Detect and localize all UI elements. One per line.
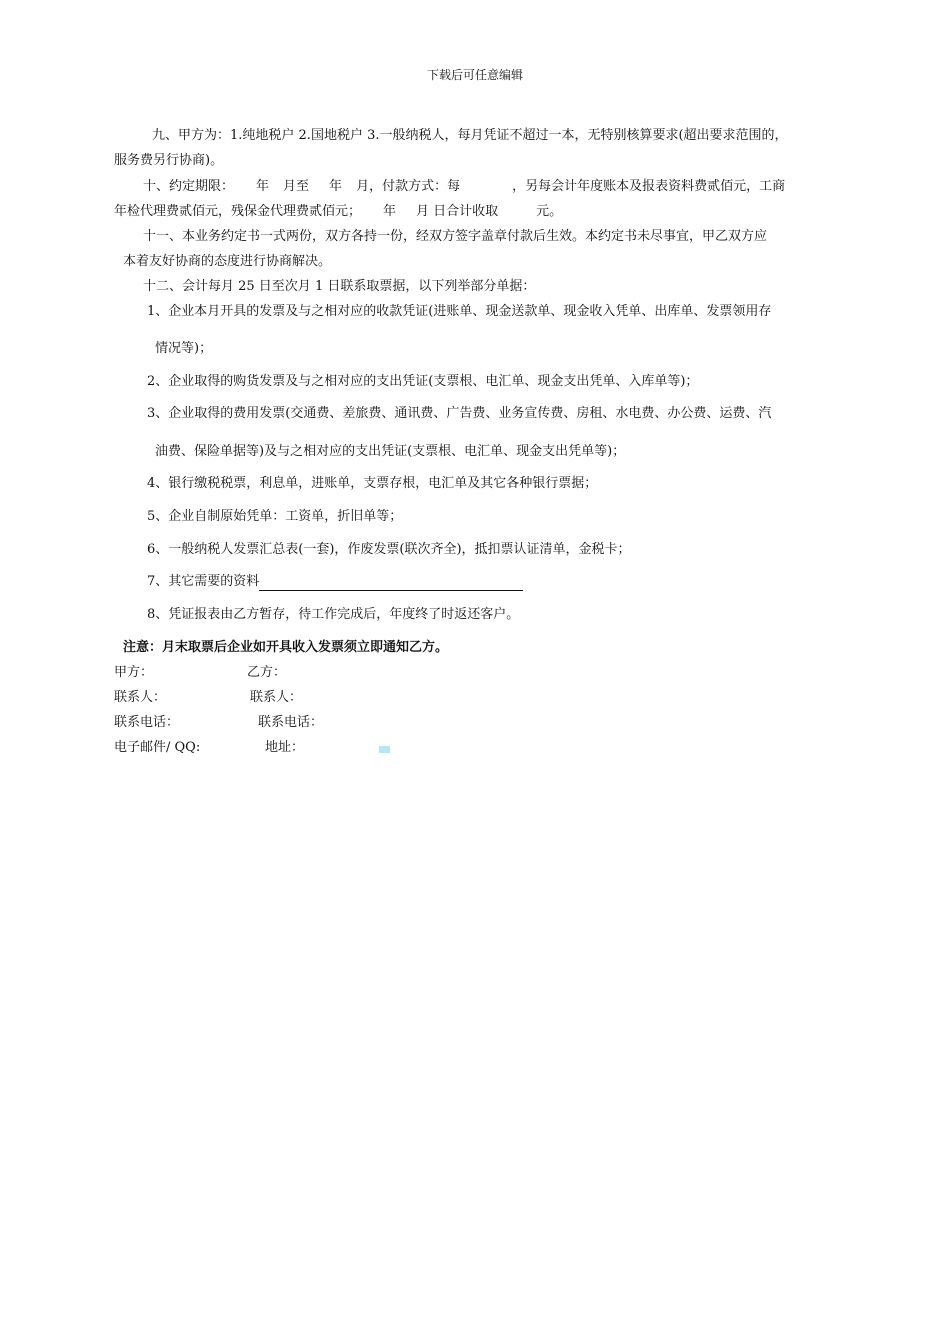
clause-11-line-1: 十一、本业务约定书一式两份，双方各持一份，经双方签字盖章付款后生效。本约定书未尽事宜，甲乙双方应 bbox=[143, 229, 768, 244]
phone-b-label: 联系电话： bbox=[258, 715, 324, 730]
fill-in-underline bbox=[259, 576, 523, 591]
email-qq-label: 电子邮件/ QQ: bbox=[114, 740, 201, 755]
clause-10-fees: 年检代理费贰佰元，残保金代理费贰佰元； bbox=[114, 204, 362, 219]
clause-11-line-2: 本着友好协商的态度进行协商解决。 bbox=[123, 254, 332, 269]
list-item-8: 8、凭证报表由乙方暂存，待工作完成后，年度终了时返还客户。 bbox=[147, 607, 520, 622]
clause-10-month-2: 月，付款方式：每 bbox=[356, 179, 461, 194]
clause-9-line-1: 九、甲方为：1.纯地税户 2.国地税户 3.一般纳税人，每月凭证不超过一本，无特别核算要求(超出要求范围的， bbox=[152, 128, 788, 143]
address-label: 地址： bbox=[265, 740, 305, 755]
clause-10-year-2: 年 bbox=[329, 179, 343, 194]
clause-10-rest: ，另每会计年度账本及报表资料费贰佰元，工商 bbox=[512, 179, 786, 194]
clause-10-line-2 bbox=[114, 203, 562, 221]
list-item-2: 2、企业取得的购货发票及与之相对应的支出凭证(支票根、电汇单、现金支出凭单、入库单等)； bbox=[147, 374, 699, 389]
list-item-3-line-2: 油费、保险单据等)及与之相对应的支出凭证(支票根、电汇单、现金支出凭单等)； bbox=[155, 444, 626, 459]
list-item-1-line-1: 1、企业本月开具的发票及与之相对应的收款凭证(进账单、现金送款单、现金收入凭单、出库单、发票领用存 bbox=[147, 304, 772, 319]
clause-10-total: 月 日合计收取 bbox=[416, 204, 499, 219]
clause-10-line-1 bbox=[143, 178, 785, 196]
list-item-5: 5、企业自制原始凭单：工资单，折旧单等； bbox=[147, 509, 403, 524]
clause-10-yuan: 元。 bbox=[536, 204, 563, 219]
list-item-7 bbox=[147, 573, 523, 591]
party-a-label: 甲方： bbox=[114, 665, 154, 680]
notice-text: 注意：月末取票后企业如开具收入发票须立即通知乙方。 bbox=[123, 640, 449, 655]
clause-10-year-3: 年 bbox=[383, 204, 397, 219]
clause-12-title: 十二、会计每月 25 日至次月 1 日联系取票据，以下列举部分单据： bbox=[143, 279, 536, 294]
page-header-note: 下载后可任意编辑 bbox=[426, 68, 523, 82]
contact-a-label: 联系人： bbox=[114, 690, 167, 705]
list-item-4: 4、银行缴税税票，利息单，进账单，支票存根，电汇单及其它各种银行票据； bbox=[147, 476, 598, 491]
clause-9-line-2: 服务费另行协商)。 bbox=[114, 153, 224, 168]
list-item-7-label: 7、其它需要的资料 bbox=[147, 574, 260, 589]
list-item-3-line-1: 3、企业取得的费用发票(交通费、差旅费、通讯费、广告费、业务宣传费、房租、水电费、办公费、运费、汽 bbox=[147, 406, 772, 421]
clause-10-year-1: 年 bbox=[256, 179, 270, 194]
phone-a-label: 联系电话： bbox=[114, 715, 180, 730]
list-item-1-line-2: 情况等)； bbox=[155, 341, 213, 356]
clause-10-month-1: 月至 bbox=[283, 179, 310, 194]
contact-b-label: 联系人： bbox=[250, 690, 303, 705]
party-b-label: 乙方： bbox=[247, 665, 287, 680]
clause-10-label: 十、约定期限： bbox=[143, 179, 235, 194]
list-item-6: 6、一般纳税人发票汇总表(一套)，作废发票(联次齐全)，抵扣票认证清单，金税卡； bbox=[147, 542, 631, 557]
highlight-mark bbox=[379, 746, 390, 753]
